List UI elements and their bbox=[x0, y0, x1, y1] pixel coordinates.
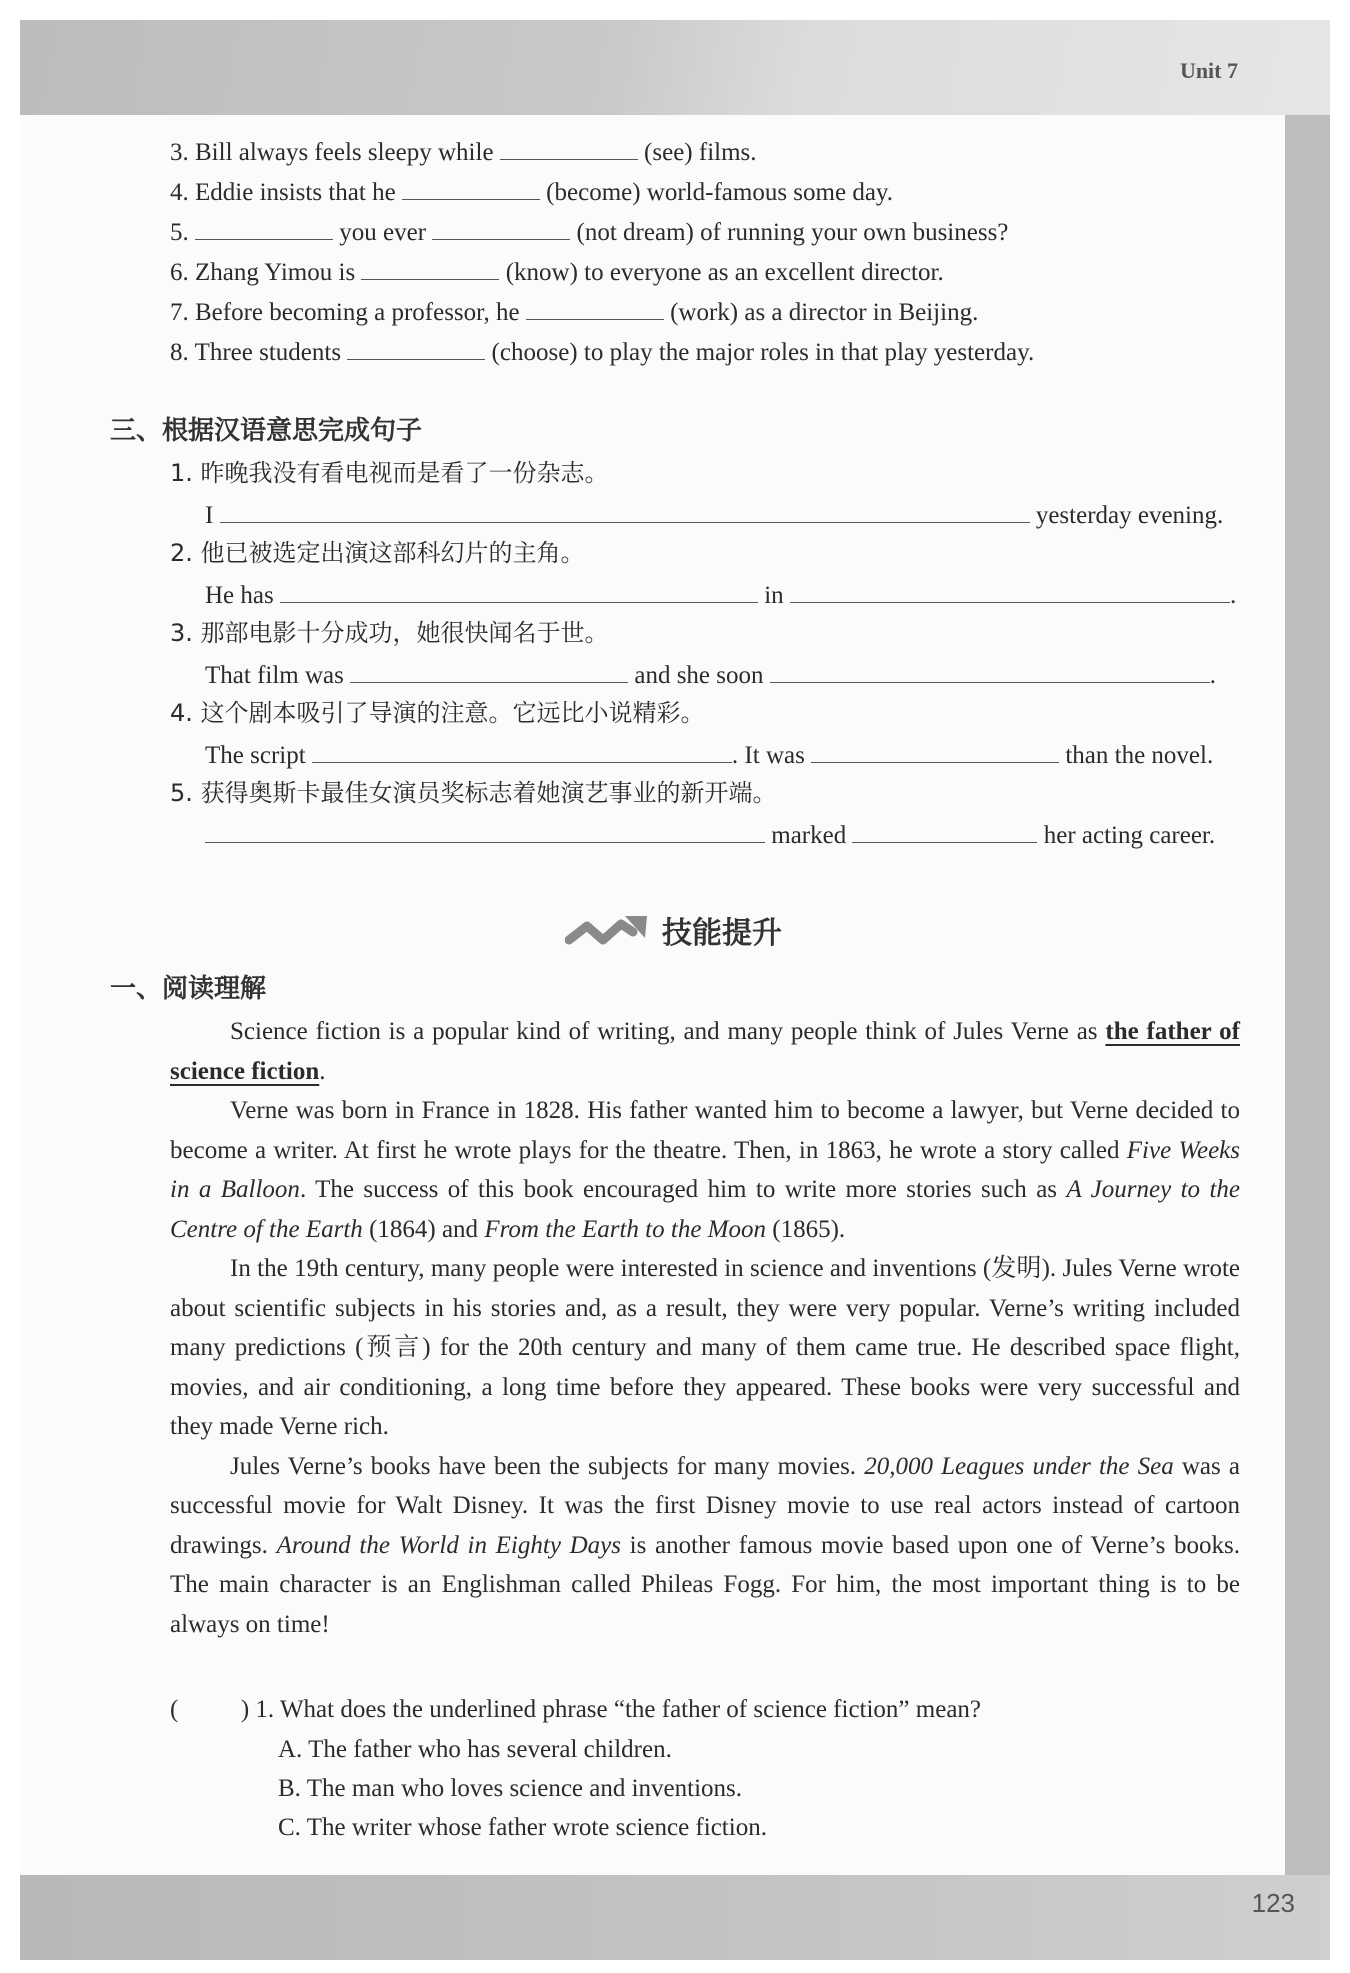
banner-title: 技能提升 bbox=[662, 916, 782, 951]
section-title-translation: 三、根据汉语意思完成句子 bbox=[110, 416, 423, 446]
answer-blank[interactable] bbox=[361, 255, 499, 280]
translation-prompt-4: 4. 这个剧本吸引了导演的注意。它远比小说精彩。 bbox=[170, 699, 705, 727]
exercise-item-6: 6. Zhang Yimou is (know) to everyone as an excellent director. bbox=[170, 255, 944, 288]
paragraph-1: Science fiction is a popular kind of writing, and many people think of Jules Verne as the father of science fiction. bbox=[170, 1018, 1240, 1085]
unit-label: Unit 7 bbox=[1179, 58, 1238, 83]
question-1: ( ) 1. What does the underlined phrase “the father of science fiction” mean? bbox=[170, 1696, 982, 1723]
answer-blank[interactable] bbox=[770, 658, 1210, 683]
exercise-item-4: 4. Eddie insists that he (become) world-famous some day. bbox=[170, 175, 893, 208]
section-title-reading: 一、阅读理解 bbox=[110, 974, 267, 1004]
option-c: C. The writer whose father wrote science fiction. bbox=[278, 1814, 767, 1841]
paragraph-3: In the 19th century, many people were interested in science and inventions (发明). Jules Verne wrote about scientific subjects in his stories and, as a result, they were very popular. Verne’s writing included many predictions (预言) for the 20th century and many of them came true. He described space flight, movies, and air conditioning, a long time before they appeared. These books were very successful and they made Verne rich. bbox=[170, 1255, 1240, 1440]
answer-blank[interactable] bbox=[347, 335, 485, 360]
top-shade bbox=[20, 20, 1330, 115]
option-a: A. The father who has several children. bbox=[278, 1736, 672, 1763]
answer-blank[interactable] bbox=[312, 738, 732, 763]
reading-passage bbox=[170, 1012, 1240, 1644]
page-number: 123 bbox=[1251, 1888, 1295, 1918]
trend-arrow-icon bbox=[565, 910, 650, 950]
option-b: B. The man who loves science and inventions. bbox=[278, 1775, 743, 1802]
translation-answer-4: The script . It was than the novel. bbox=[205, 738, 1213, 771]
exercise-item-3: 3. Bill always feels sleepy while (see) films. bbox=[170, 135, 757, 168]
translation-prompt-3: 3. 那部电影十分成功，她很快闻名于世。 bbox=[170, 619, 609, 647]
translation-answer-5: marked her acting career. bbox=[205, 818, 1215, 851]
translation-answer-1: I yesterday evening. bbox=[205, 498, 1223, 531]
exercise-item-8: 8. Three students (choose) to play the major roles in that play yesterday. bbox=[170, 335, 1034, 368]
answer-blank[interactable] bbox=[205, 818, 765, 843]
answer-blank[interactable] bbox=[195, 215, 333, 240]
skills-banner bbox=[565, 905, 782, 955]
answer-blank[interactable] bbox=[220, 498, 1030, 523]
paragraph-4: Jules Verne’s books have been the subjects for many movies. 20,000 Leagues under the Sea was a successful movie for Walt Disney. It was the first Disney movie to use real actors instead of cartoon drawings. Around the World in Eighty Days is another famous movie based upon one of Verne’s books. The main character is an Englishman called Phileas Fogg. For him, the most important thing is to be always on time! bbox=[170, 1452, 1240, 1638]
translation-answer-2: He has in . bbox=[205, 578, 1236, 611]
answer-blank[interactable] bbox=[280, 578, 758, 603]
answer-blank[interactable] bbox=[402, 175, 540, 200]
paragraph-2: Verne was born in France in 1828. His father wanted him to become a lawyer, but Verne decided to become a writer. At first he wrote plays for the theatre. Then, in 1863, he wrote a story called Five Weeks in a Balloon. The success of this book encouraged him to write more stories such as A Journey to the Centre of the Earth (1864) and From the Earth to the Moon (1865). bbox=[170, 1097, 1241, 1243]
answer-blank[interactable] bbox=[811, 738, 1059, 763]
translation-answer-3: That film was and she soon . bbox=[205, 658, 1216, 691]
answer-bracket[interactable]: ( ) bbox=[170, 1696, 250, 1723]
answer-blank[interactable] bbox=[852, 818, 1037, 843]
answer-blank[interactable] bbox=[350, 658, 628, 683]
translation-prompt-5: 5. 获得奥斯卡最佳女演员奖标志着她演艺事业的新开端。 bbox=[170, 779, 777, 807]
translation-prompt-1: 1. 昨晚我没有看电视而是看了一份杂志。 bbox=[170, 459, 609, 487]
translation-prompt-2: 2. 他已被选定出演这部科幻片的主角。 bbox=[170, 539, 585, 567]
bottom-shade bbox=[20, 1875, 1330, 1960]
answer-blank[interactable] bbox=[500, 135, 638, 160]
answer-blank[interactable] bbox=[526, 295, 664, 320]
answer-blank[interactable] bbox=[790, 578, 1230, 603]
exercise-item-5: 5. you ever (not dream) of running your own business? bbox=[170, 215, 1008, 248]
exercise-item-7: 7. Before becoming a professor, he (work) as a director in Beijing. bbox=[170, 295, 978, 328]
answer-blank[interactable] bbox=[432, 215, 570, 240]
underlined-phrase: the father of science fiction bbox=[170, 1018, 1240, 1085]
